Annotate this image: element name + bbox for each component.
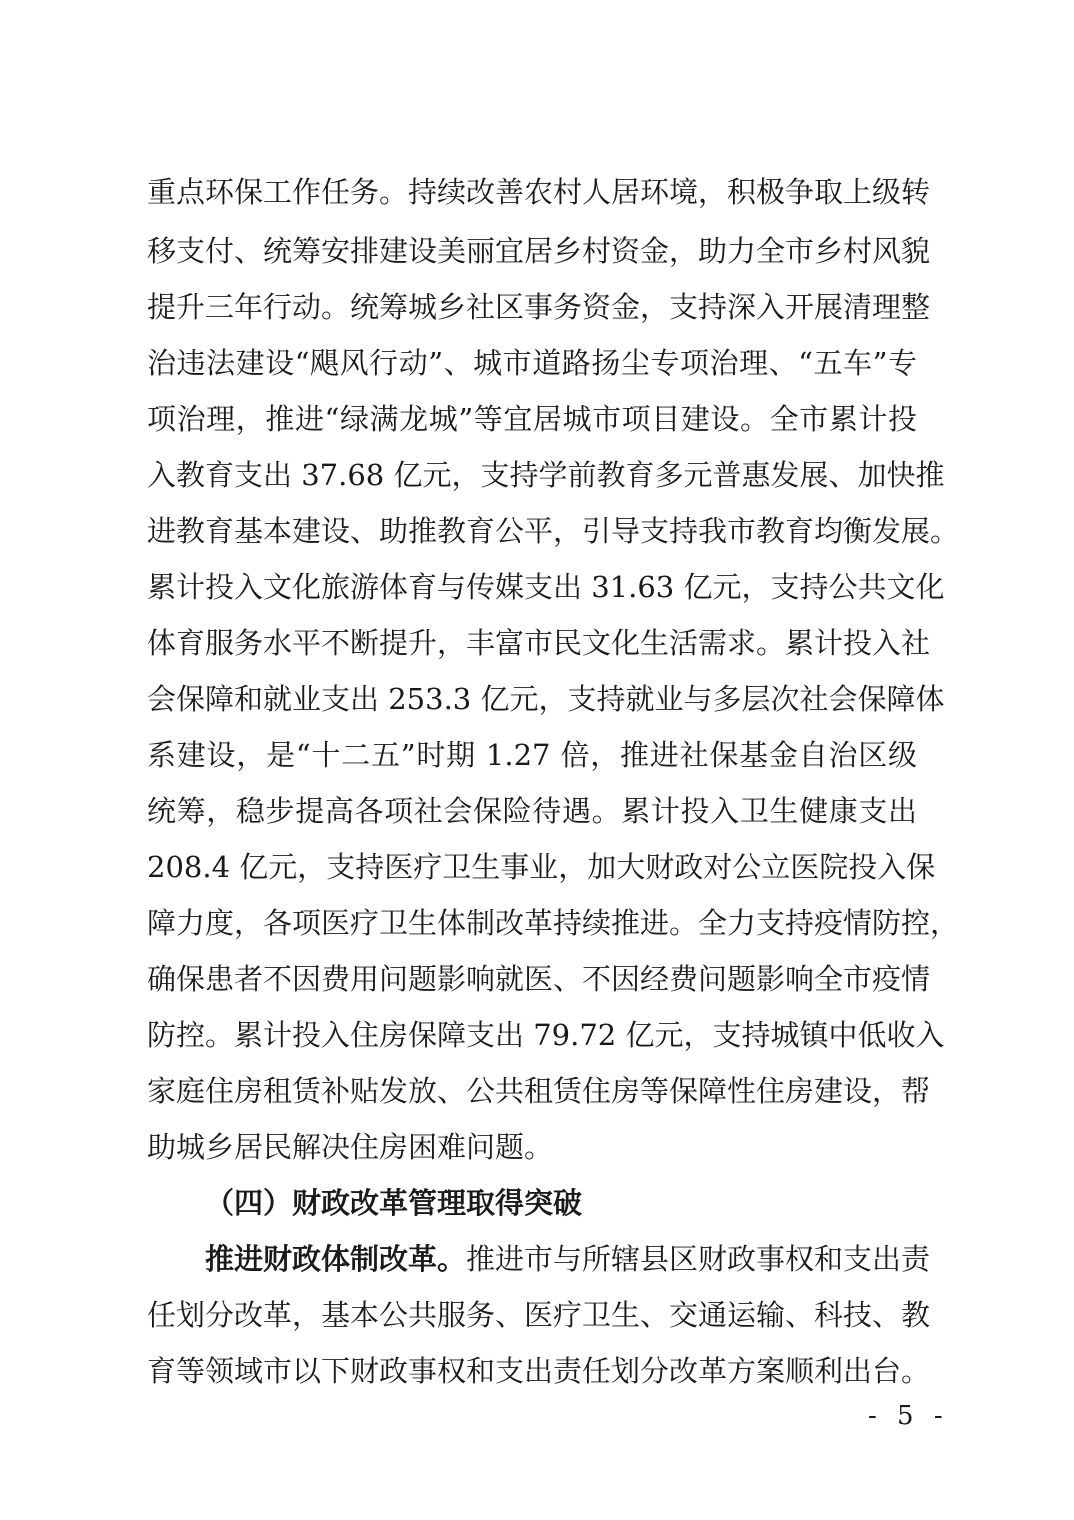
paragraph-line: 统筹，稳步提高各项社会保险待遇。累计投入卫生健康支出 xyxy=(147,794,917,828)
paragraph-line: 治违法建设“飓风行动”、城市道路扬尘专项治理、“五车”专 xyxy=(147,346,917,380)
paragraph-line: 育等领域市以下财政事权和支出责任划分改革方案顺利出台。 xyxy=(147,1354,931,1388)
paragraph-line: 重点环保工作任务。持续改善农村人居环境，积极争取上级转 xyxy=(147,175,931,209)
paragraph-line: 208.4 亿元，支持医疗卫生事业，加大财政对公立医院投入保 xyxy=(147,850,936,884)
paragraph-lead-bold: 推进财政体制改革。 xyxy=(205,1242,467,1276)
paragraph-line: 防控。累计投入住房保障支出 79.72 亿元，支持城镇中低收入 xyxy=(147,1018,945,1052)
paragraph-line xyxy=(205,1239,931,1279)
paragraph-line: 入教育支出 37.68 亿元，支持学前教育多元普惠发展、加快推 xyxy=(147,458,945,492)
paragraph-line: 累计投入文化旅游体育与传媒支出 31.63 亿元，支持公共文化 xyxy=(147,570,945,604)
paragraph-line: 项治理，推进“绿满龙城”等宜居城市项目建设。全市累计投 xyxy=(147,402,917,436)
paragraph-line: 进教育基本建设、助推教育公平，引导支持我市教育均衡发展。 xyxy=(147,514,960,548)
paragraph-line-rest: 推进市与所辖县区财政事权和支出责 xyxy=(466,1242,931,1276)
paragraph-line: 助城乡居民解决住房困难问题。 xyxy=(147,1130,554,1164)
paragraph-line: 体育服务水平不断提升，丰富市民文化生活需求。累计投入社 xyxy=(147,626,931,660)
paragraph-line: 确保患者不因费用问题影响就医、不因经费问题影响全市疫情 xyxy=(147,962,931,996)
paragraph-line: 系建设，是“十二五”时期 1.27 倍，推进社保基金自治区级 xyxy=(147,738,917,772)
paragraph-line: 移支付、统筹安排建设美丽宜居乡村资金，助力全市乡村风貌 xyxy=(147,234,931,268)
paragraph-line: 提升三年行动。统筹城乡社区事务资金，支持深入开展清理整 xyxy=(147,290,931,324)
paragraph-line: 障力度，各项医疗卫生体制改革持续推进。全力支持疫情防控， xyxy=(147,906,960,940)
page-number: - 5 - xyxy=(868,1401,949,1431)
paragraph-line: 任划分改革，基本公共服务、医疗卫生、交通运输、科技、教 xyxy=(147,1298,931,1332)
paragraph-line: 家庭住房租赁补贴发放、公共租赁住房等保障性住房建设，帮 xyxy=(147,1074,931,1108)
section-heading: （四）财政改革管理取得突破 xyxy=(205,1186,583,1220)
paragraph-line: 会保障和就业支出 253.3 亿元，支持就业与多层次社会保障体 xyxy=(147,682,945,716)
